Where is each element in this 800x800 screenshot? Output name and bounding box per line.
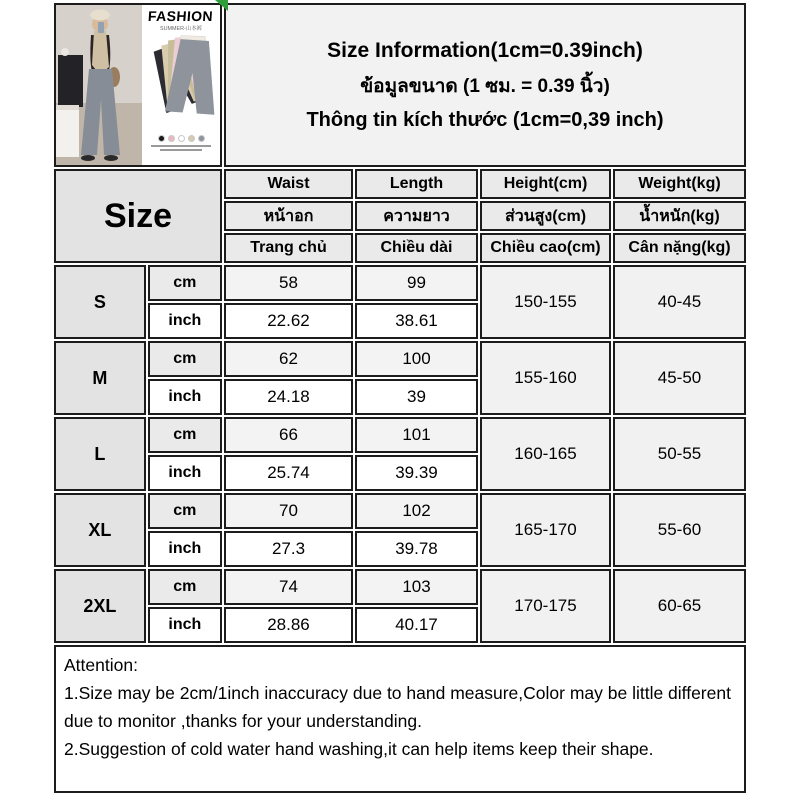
unit-label-inch: inch <box>148 303 222 339</box>
table-row-s-cm <box>54 265 746 301</box>
length-inch-value: 39.39 <box>355 455 478 491</box>
length-inch-value: 40.17 <box>355 607 478 643</box>
unit-label-cm: cm <box>148 493 222 529</box>
attention-note <box>54 645 746 793</box>
model-photo <box>56 5 142 165</box>
waist-inch-value: 24.18 <box>224 379 353 415</box>
color-dot <box>168 135 175 142</box>
cabinet-shape <box>58 55 83 107</box>
color-dot <box>158 135 165 142</box>
pants-color-fan <box>142 34 220 134</box>
length-cm-value: 99 <box>355 265 478 301</box>
color-dot <box>188 135 195 142</box>
waist-cm-value: 58 <box>224 265 353 301</box>
length-cm-value: 101 <box>355 417 478 453</box>
length-cm-value: 103 <box>355 569 478 605</box>
unit-label-inch: inch <box>148 379 222 415</box>
length-inch-value: 39 <box>355 379 478 415</box>
color-dot-row <box>158 135 205 142</box>
table-row-l-cm <box>54 417 746 453</box>
size-table <box>52 1 748 795</box>
title-thai: ข้อมูลขนาด (1 ซม. = 0.39 นิ้ว) <box>360 75 610 97</box>
size-column-header: Size <box>54 169 222 263</box>
header-weight-th: น้ำหนัก(kg) <box>613 201 746 231</box>
sandal-shape <box>81 155 95 161</box>
weight-range: 40-45 <box>613 265 746 339</box>
height-range: 170-175 <box>480 569 611 643</box>
waist-inch-value: 25.74 <box>224 455 353 491</box>
model-photo-illustration <box>56 5 142 165</box>
waist-inch-value: 28.86 <box>224 607 353 643</box>
title-vietnamese: Thông tin kích thước (1cm=0,39 inch) <box>306 108 664 131</box>
header-waist-en: Waist <box>224 169 353 199</box>
header-length-vi: Chiều dài <box>355 233 478 263</box>
unit-label-inch: inch <box>148 455 222 491</box>
height-range: 150-155 <box>480 265 611 339</box>
height-range: 160-165 <box>480 417 611 491</box>
unit-label-cm: cm <box>148 265 222 301</box>
brand-tagline: SUMMER-山本裤 <box>160 25 202 32</box>
unit-label-cm: cm <box>148 569 222 605</box>
product-photo-cell <box>54 3 222 167</box>
table-row-m-cm <box>54 341 746 377</box>
height-range: 155-160 <box>480 341 611 415</box>
waist-cm-value: 62 <box>224 341 353 377</box>
bed-shape <box>56 105 79 157</box>
caption-line <box>151 145 211 147</box>
header-height-th: ส่วนสูง(cm) <box>480 201 611 231</box>
title-english: Size Information(1cm=0.39inch) <box>327 38 643 62</box>
header-weight-en: Weight(kg) <box>613 169 746 199</box>
size-label: 2XL <box>54 569 146 643</box>
height-range: 165-170 <box>480 493 611 567</box>
fashion-panel <box>142 5 220 165</box>
brand-logo: FASHION <box>147 8 215 24</box>
length-inch-value: 38.61 <box>355 303 478 339</box>
header-length-en: Length <box>355 169 478 199</box>
unit-label-cm: cm <box>148 341 222 377</box>
waist-inch-value: 27.3 <box>224 531 353 567</box>
waist-cm-value: 74 <box>224 569 353 605</box>
size-label: XL <box>54 493 146 567</box>
color-dot <box>178 135 185 142</box>
unit-label-inch: inch <box>148 531 222 567</box>
phone-shape <box>98 22 104 33</box>
attention-title: Attention: <box>64 655 138 675</box>
length-inch-value: 39.78 <box>355 531 478 567</box>
caption-line <box>160 149 202 151</box>
unit-label-cm: cm <box>148 417 222 453</box>
attention-note-2: 2.Suggestion of cold water hand washing,it can help items keep their shape. <box>64 739 654 759</box>
size-info-header <box>224 3 746 167</box>
size-label: S <box>54 265 146 339</box>
header-length-th: ความยาว <box>355 201 478 231</box>
size-label: L <box>54 417 146 491</box>
weight-range: 60-65 <box>613 569 746 643</box>
waist-inch-value: 22.62 <box>224 303 353 339</box>
table-row-2xl-cm <box>54 569 746 605</box>
sandal-shape <box>104 155 118 161</box>
length-cm-value: 102 <box>355 493 478 529</box>
attention-note-1: 1.Size may be 2cm/1inch inaccuracy due to hand measure,Color may be little different due to monitor ,thanks for your understanding. <box>64 683 731 731</box>
weight-range: 45-50 <box>613 341 746 415</box>
length-cm-value: 100 <box>355 341 478 377</box>
plant-shape <box>61 48 69 56</box>
header-weight-vi: Cân nặng(kg) <box>613 233 746 263</box>
size-label: M <box>54 341 146 415</box>
unit-label-inch: inch <box>148 607 222 643</box>
header-height-vi: Chiều cao(cm) <box>480 233 611 263</box>
waist-cm-value: 70 <box>224 493 353 529</box>
header-height-en: Height(cm) <box>480 169 611 199</box>
header-waist-vi: Trang chủ <box>224 233 353 263</box>
header-waist-th: หน้าอก <box>224 201 353 231</box>
weight-range: 55-60 <box>613 493 746 567</box>
product-photo <box>56 5 220 165</box>
color-dot <box>198 135 205 142</box>
weight-range: 50-55 <box>613 417 746 491</box>
table-row-xl-cm <box>54 493 746 529</box>
waist-cm-value: 66 <box>224 417 353 453</box>
